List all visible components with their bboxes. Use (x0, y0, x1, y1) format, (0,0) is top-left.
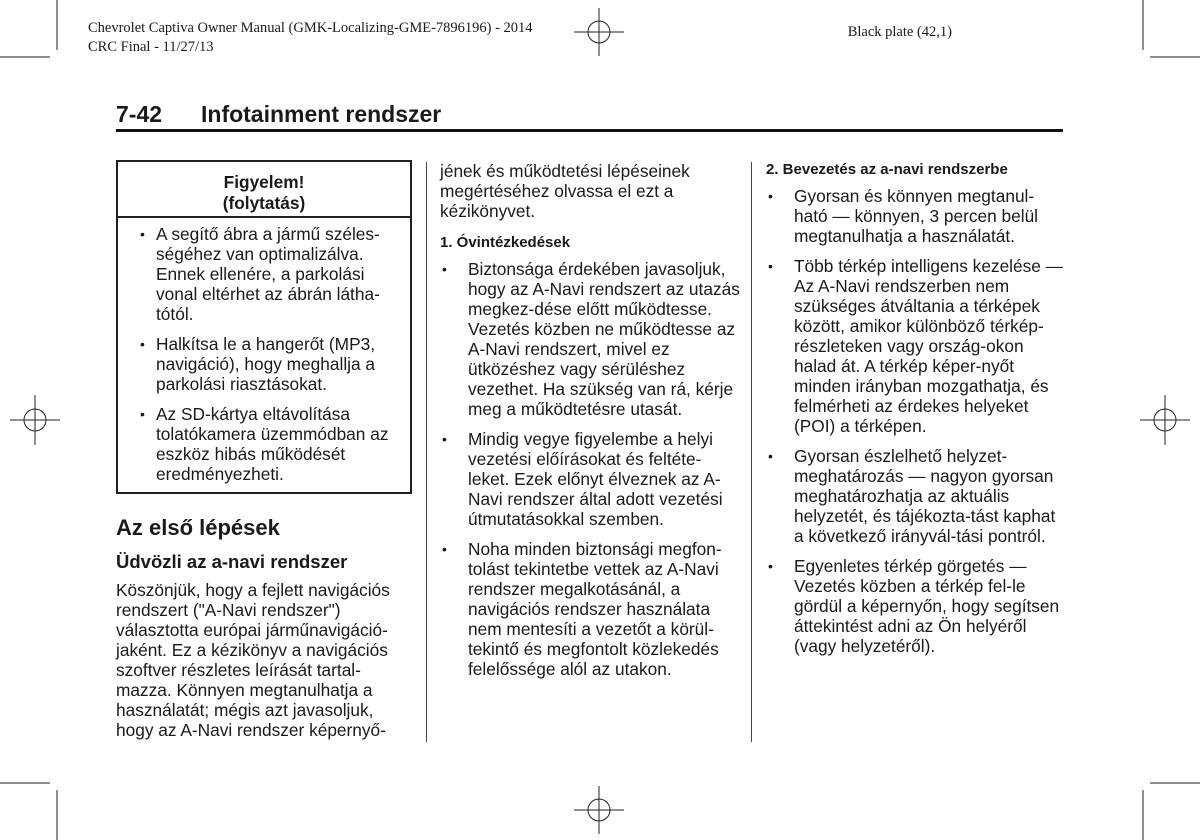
introduction-bullet-list (766, 186, 1066, 656)
registration-mark-top-icon (574, 8, 624, 56)
introduction-bullet: • Gyorsan és könnyen megtanul-ható — könnyen, 3 percen belül megtanulhatja a használatát. (766, 186, 1066, 246)
column-divider-2 (751, 162, 752, 742)
first-steps-heading: Az első lépések (116, 515, 280, 540)
column-2 (440, 161, 740, 689)
precautions-bullet-list (440, 259, 740, 679)
introduction-bullet: • Több térkép intelligens kezelése — Az A-Navi rendszerben nem szükséges átváltania a térképek között, amikor különböző térkép-részleteken vagy ország-okon halad át. A térkép képer-nyőt minden irányban mozgathatja, és felmérheti az érdekes helyeket (POI) a térképen. (766, 256, 1066, 436)
column-1 (116, 160, 412, 740)
column-divider-1 (426, 162, 427, 742)
print-header-line1: Chevrolet Captiva Owner Manual (GMK-Localizing-GME-7896196) - 2014 (88, 20, 533, 36)
print-header-line2: CRC Final - 11/27/13 (88, 39, 214, 55)
introduction-heading: 2. Bevezetés az a-navi rendszerbe (766, 161, 1008, 178)
section-title: Infotainment rendszer (201, 101, 442, 127)
warning-subtitle: (folytatás) (222, 193, 306, 213)
warning-box (116, 160, 412, 494)
warning-bullet: • Halkítsa le a hangerőt (MP3, navigáció), hogy meghallja a parkolási riasztásokat. (138, 334, 398, 394)
precaution-bullet: • Mindig vegye figyelembe a helyi vezetési előírásokat és feltéte-leket. Ezek előnyt élveznek az A-Navi rendszer által adott vezetési útmutatásokkal szemben. (440, 429, 740, 529)
warning-bullet-list (138, 224, 398, 484)
welcome-subheading: Üdvözli az a-navi rendszer (116, 551, 348, 572)
print-header (88, 19, 533, 57)
column-3 (766, 160, 1066, 666)
page-number: 7-42 (116, 101, 163, 127)
precaution-bullet: • Biztonsága érdekében javasoljuk, hogy az A-Navi rendszert az utazás megkez-dése előtt működtesse. Vezetés közben ne működtesse az A-Navi rendszert, mivel ez ütközéshez vagy sérüléshez vezethet. Ha szükség van rá, kérje meg a működtetésre utasát. (440, 259, 740, 419)
welcome-paragraph: Köszönjük, hogy a fejlett navigációs rendszert ("A-Navi rendszer") választotta európai járműnavigáció-jaként. Ez a kézikönyv a navigációs szoftver részletes leírását tartal-mazza. Könnyen megtanulhatja a használatát; mégis azt javasoljuk, hogy az A-Navi rendszer képernyő- (116, 580, 390, 740)
section-heading (116, 101, 1063, 132)
plate-label: Black plate (42,1) (847, 24, 952, 40)
precaution-bullet: • Noha minden biztonsági megfon-tolást tekintetbe vettek az A-Navi rendszer megalkotásánál, a navigációs rendszer használata nem mentesíti a vezetőt a körül-tekintő és megfontolt közlekedés felelőssége alól az utakon. (440, 539, 740, 679)
warning-title: Figyelem! (223, 172, 305, 192)
introduction-bullet: • Egyenletes térkép görgetés — Vezetés közben a térkép fel-le gördül a képernyőn, hogy segítsen áttekintést adni az Ön helyéről (vagy helyzetéről). (766, 556, 1066, 656)
continuation-paragraph: jének és működtetési lépéseinek megértéséhez olvassa el ezt a kézikönyvet. (440, 161, 690, 221)
warning-header (118, 162, 410, 218)
introduction-bullet: • Gyorsan észlelhető helyzet-meghatározás — nagyon gyorsan meghatározhatja az aktuális helyzetét, és tájékozta-tást kaphat a következő irányvál-tási pontról. (766, 446, 1066, 546)
warning-bullet: • A segítő ábra a jármű széles-ségéhez van optimalizálva. Ennek ellenére, a parkolási vonal eltérhet az ábrán látha-tótól. (138, 224, 398, 324)
registration-mark-right-icon (1140, 395, 1190, 445)
registration-mark-left-icon (10, 395, 60, 445)
warning-bullet: • Az SD-kártya eltávolítása tolatókamera üzemmódban az eszköz hibás működését eredményezheti. (138, 404, 398, 484)
registration-mark-bottom-icon (574, 786, 624, 834)
precautions-heading: 1. Óvintézkedések (440, 234, 571, 251)
